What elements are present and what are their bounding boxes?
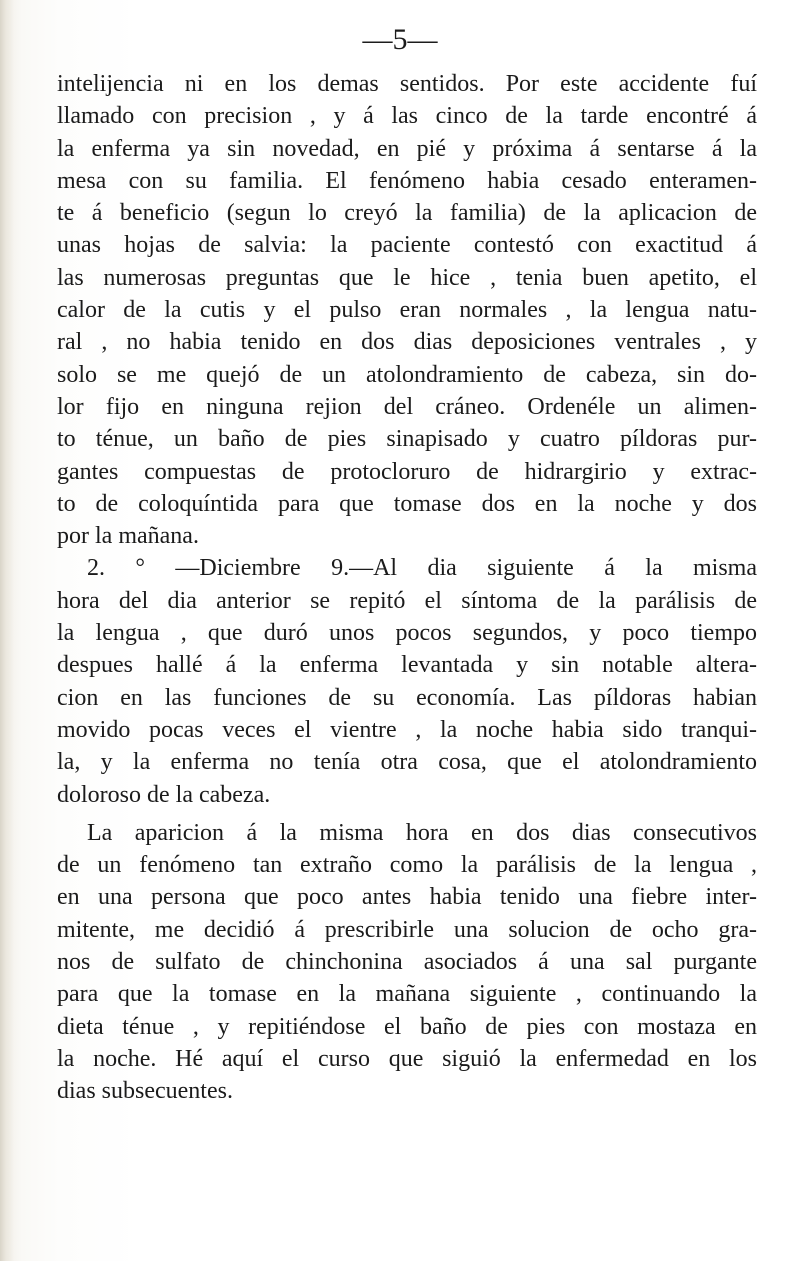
text-line: hora del dia anterior se repitó el síntoma de la parálisis de	[57, 587, 757, 614]
text-line: ral , no habia tenido en dos dias deposiciones ventrales , y	[57, 329, 757, 356]
body-text	[57, 68, 757, 1108]
text-line: la, y la enferma no tenía otra cosa, que el atolondramiento	[57, 749, 757, 776]
page-number: —5—	[362, 23, 438, 56]
text-line: solo se me quejó de un atolondramiento de cabeza, sin do-	[57, 361, 757, 388]
text-line: to de coloquíntida para que tomase dos en la noche y dos	[57, 490, 757, 517]
text-line: las numerosas preguntas que le hice , tenia buen apetito, el	[57, 264, 757, 291]
text-line: por la mañana.	[57, 523, 199, 550]
text-line: 2. ° —Diciembre 9.—Al dia siguiente á la misma	[87, 555, 757, 582]
text-line: mesa con su familia. El fenómeno habia cesado enteramen-	[57, 167, 757, 194]
text-line: intelijencia ni en los demas sentidos. Por este accidente fuí	[57, 71, 757, 97]
text-line: la lengua , que duró unos pocos segundos, y poco tiempo	[57, 620, 757, 647]
text-line: gantes compuestas de protocloruro de hidrargirio y extrac-	[57, 458, 757, 485]
binding-gutter-shadow	[0, 0, 14, 1261]
text-line: to ténue, un baño de pies sinapisado y cuatro píldoras pur-	[57, 426, 757, 453]
text-line: te á beneficio (segun lo creyó la familia) de la aplicacion de	[57, 200, 757, 227]
text-line: llamado con precision , y á las cinco de la tarde encontré á	[57, 103, 757, 130]
text-line: movido pocas veces el vientre , la noche habia sido tranqui-	[57, 716, 757, 743]
text-line: la enferma ya sin novedad, en pié y próxima á sentarse á la	[57, 135, 757, 162]
text-line: para que la tomase en la mañana siguiente , continuando la	[57, 981, 757, 1008]
text-line: cion en las funciones de su economía. Las píldoras habian	[57, 684, 757, 711]
text-line: doloroso de la cabeza.	[57, 781, 271, 808]
text-line: unas hojas de salvia: la paciente contestó con exactitud á	[57, 232, 757, 259]
text-line: la noche. Hé aquí el curso que siguió la enfermedad en los	[57, 1045, 757, 1072]
text-line: despues hallé á la enferma levantada y sin notable altera-	[57, 652, 757, 679]
text-line: calor de la cutis y el pulso eran normales , la lengua natu-	[57, 297, 757, 324]
text-line: dias subsecuentes.	[57, 1078, 233, 1105]
text-line: mitente, me decidió á prescribirle una solucion de ocho gra-	[57, 916, 757, 943]
text-line: lor fijo en ninguna rejion del cráneo. Ordenéle un alimen-	[57, 393, 757, 420]
text-line: de un fenómeno tan extraño como la parálisis de la lengua ,	[57, 852, 757, 879]
text-line: en una persona que poco antes habia tenido una fiebre inter-	[57, 884, 757, 911]
text-line: nos de sulfato de chinchonina asociados á una sal purgante	[57, 949, 757, 976]
text-line: dieta ténue , y repitiéndose el baño de pies con mostaza en	[57, 1013, 757, 1040]
text-line: La aparicion á la misma hora en dos dias consecutivos	[87, 819, 757, 846]
